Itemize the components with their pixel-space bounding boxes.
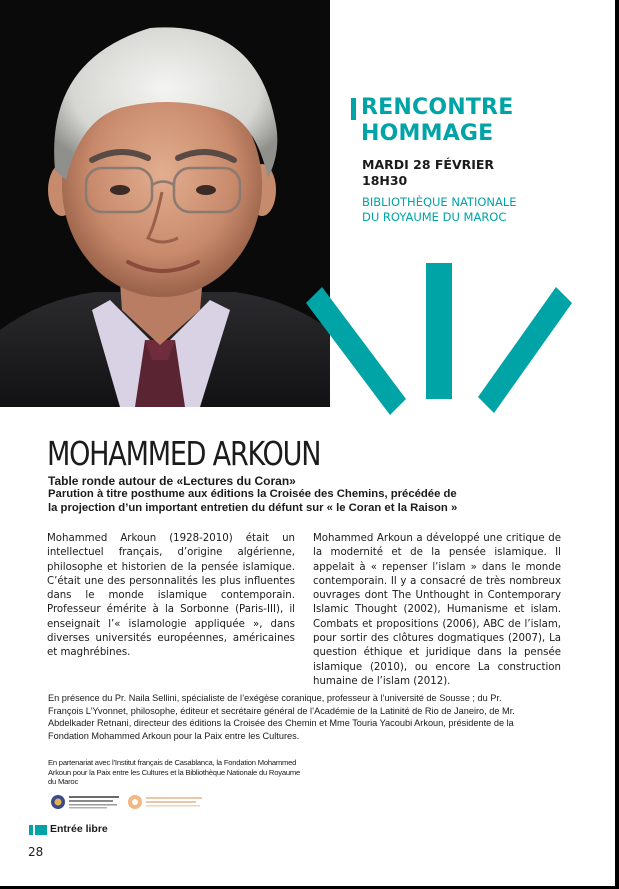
article-column-left: Mohammed Arkoun (1928-2010) était un intellectuel français, d’origine algérienne, philosophe et historien de la pensée islamique. C’était une des personnalités les plus influentes dans le monde islamique contemporain. Professeur émérite à la Sorbonne (Paris-III), il enseignait l’« islamologie appliquée », dans diverses universités européennes, américaines et maghrébines.	[47, 533, 295, 659]
event-title	[361, 95, 513, 147]
page-number: 28	[28, 845, 44, 859]
event-title-marker	[351, 98, 356, 120]
library-logo	[50, 794, 122, 810]
decorative-rays	[300, 255, 590, 415]
event-place	[362, 195, 517, 224]
page-frame-right	[615, 0, 619, 889]
event-title-line-2: HOMMAGE	[361, 121, 494, 146]
event-title-line-1: RENCONTRE	[361, 95, 514, 120]
event-time: 18H30	[362, 173, 408, 188]
entry-label: Entrée libre	[50, 823, 108, 835]
partners-note: En partenariat avec l’Institut français de Casablanca, la Fondation Mohammed Arkoun pour la Paix entre les Cultures et la Bibliothèque Nationale du Royaume du Maroc	[48, 758, 301, 787]
speakers-paragraph: En présence du Pr. Naila Sellini, spécialiste de l’exégèse coranique, professeur à l’université de Sousse ; du Pr. François L’Yvonnet, philosophe, éditeur et secrétaire général de l’Académie de la Latinité de Rio de Janeiro, de Mr. Abdelkader Retnani, directeur des éditions la Croisée des Chemin et Mme Touria Yacoubi Arkoun, présidente de la Fondation Mohammed Arkoun pour la Paix entre les Cultures.	[48, 693, 515, 741]
event-datetime	[362, 157, 494, 189]
foundation-logo	[127, 794, 207, 810]
portrait-photo	[0, 0, 330, 407]
ray-left	[306, 287, 406, 415]
person-name: MOHAMMED ARKOUN	[47, 434, 321, 473]
article-column-right: Mohammed Arkoun a développé une critique de la modernité et de la pensée islamique. Il appelait à « repenser l’islam » dans le monde contemporain. Il y a consacré de très nombreux ouvrages dont The Unthought in Contemporary Islamic Thought (2002), Humanisme et islam. Combats et propositions (2006), ABC de l’islam, pour sortir des clôtures dogmatiques (2007), La question éthique et juridique dans la pensée islamique (2010), ou encore La construction humaine de l’islam (2012).	[313, 533, 561, 687]
article-subtitle: Table ronde autour de «Lectures du Coran»	[48, 474, 296, 488]
article-lede: Parution à titre posthume aux éditions la Croisée des Chemins, précédée de la projection d’un important entretien du défunt sur « le Coran et la Raison »	[48, 488, 458, 514]
event-place-line-2: DU ROYAUME DU MAROC	[362, 209, 507, 224]
event-place-line-1: BIBLIOTHÈQUE NATIONALE	[362, 195, 517, 209]
entry-marker-icon	[29, 825, 47, 835]
ray-center	[426, 263, 452, 399]
event-date: MARDI 28 FÉVRIER	[362, 157, 495, 172]
ray-right	[478, 287, 572, 413]
